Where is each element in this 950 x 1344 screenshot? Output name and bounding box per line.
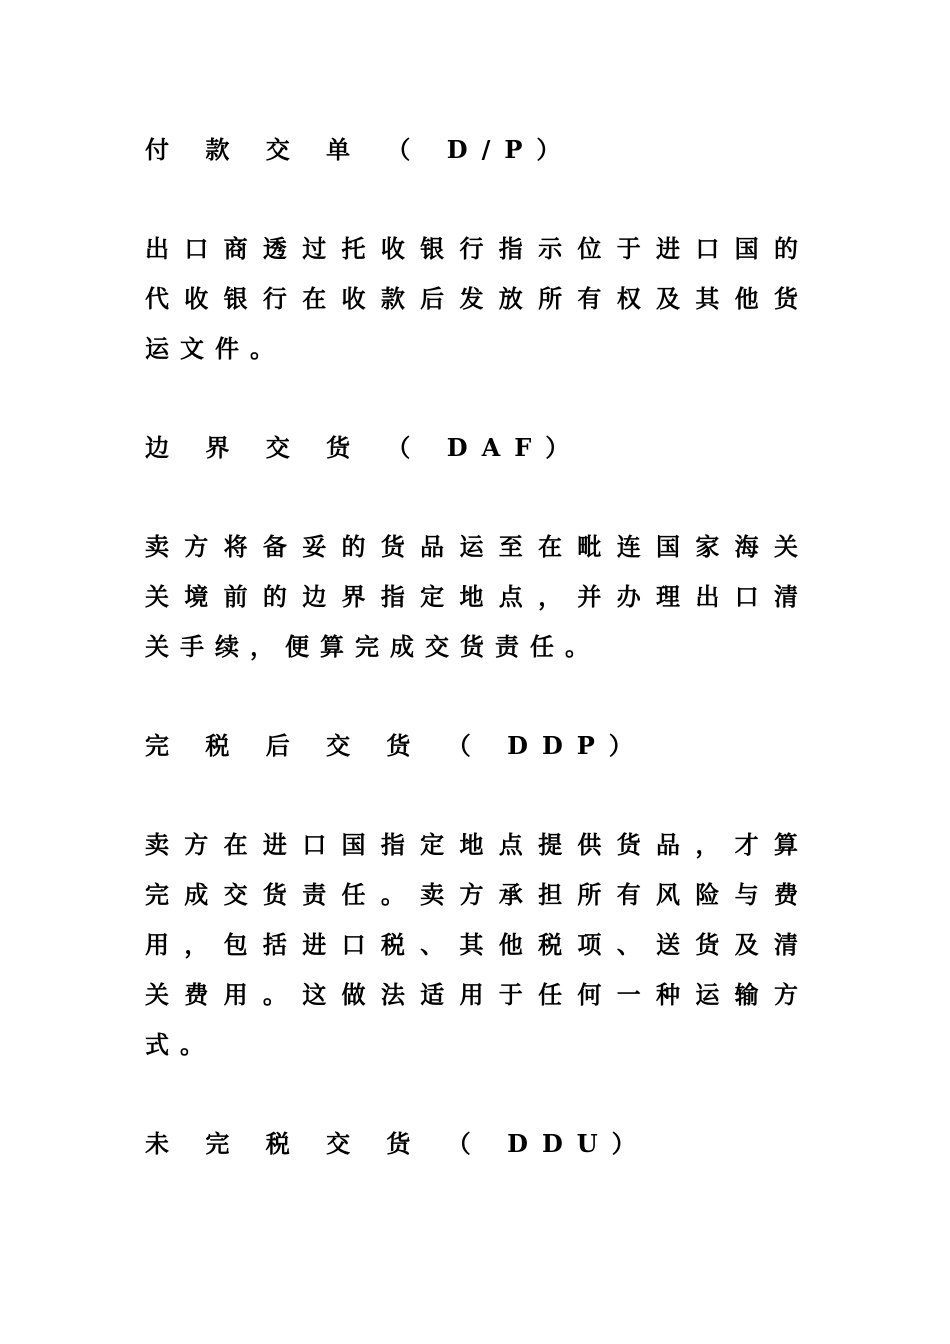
heading-dp: 付 款 交 单 （ D/P） (145, 135, 575, 164)
paragraph-line: 运文件。 (145, 334, 285, 363)
paragraph-line: 关境前的边界指定地点，并办理出口清 (145, 582, 809, 611)
paragraph-line: 用，包括进口税、其他税项、送货及清 (145, 930, 809, 959)
heading-ddu: 未 完 税 交 货 （ DDU） (145, 1129, 650, 1158)
paragraph-dp (145, 224, 809, 374)
paragraph-line: 关手续，便算完成交货责任。 (145, 632, 600, 661)
paragraph-line: 代收银行在收款后发放所有权及其他货 (145, 284, 809, 313)
heading-daf: 边 界 交 货 （ DAF） (145, 433, 584, 462)
paragraph-line: 卖方在进口国指定地点提供货品，才算 (145, 830, 809, 859)
paragraph-line: 完成交货责任。卖方承担所有风险与费 (145, 880, 809, 909)
paragraph-line: 出口商透过托收银行指示位于进口国的 (145, 234, 809, 263)
paragraph-line: 卖方将备妥的货品运至在毗连国家海关 (145, 532, 809, 561)
paragraph-daf (145, 522, 809, 672)
paragraph-ddp (145, 820, 809, 1070)
paragraph-line: 关费用。这做法适用于任何一种运输方 (145, 980, 809, 1009)
paragraph-line: 式。 (145, 1030, 215, 1059)
document-content (145, 125, 809, 1169)
heading-ddp: 完 税 后 交 货 （ DDP） (145, 731, 647, 760)
